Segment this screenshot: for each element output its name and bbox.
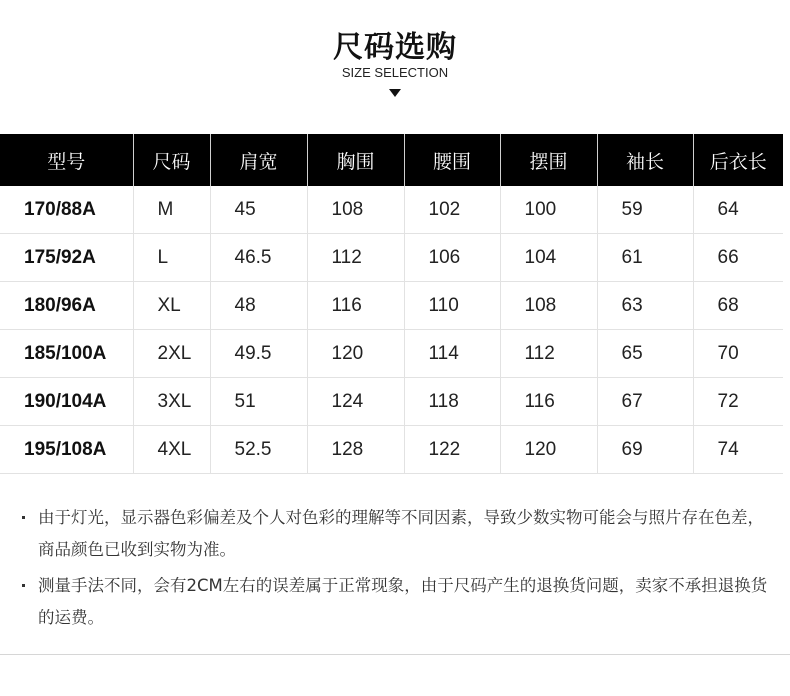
table-cell: 67 [597, 378, 693, 426]
table-cell: 100 [500, 186, 597, 234]
table-row [0, 378, 783, 426]
table-cell: 114 [404, 330, 500, 378]
table-cell: 61 [597, 234, 693, 282]
table-cell: 66 [693, 234, 783, 282]
table-row [0, 330, 783, 378]
table-cell: 170/88A [0, 186, 133, 234]
note-item [16, 570, 776, 634]
table-row [0, 282, 783, 330]
table-cell: 48 [210, 282, 307, 330]
table-cell: L [133, 234, 210, 282]
table-cell: 124 [307, 378, 404, 426]
table-cell: 110 [404, 282, 500, 330]
table-cell: 108 [500, 282, 597, 330]
table-cell: 2XL [133, 330, 210, 378]
header-waist: 腰围 [404, 134, 500, 186]
divider [0, 654, 790, 655]
table-cell: 185/100A [0, 330, 133, 378]
table-cell: 112 [307, 234, 404, 282]
header-sleeve: 袖长 [597, 134, 693, 186]
table-cell: 128 [307, 426, 404, 474]
table-cell: 4XL [133, 426, 210, 474]
table-cell: 180/96A [0, 282, 133, 330]
note-text: 由于灯光，显示器色彩偏差及个人对色彩的理解等不同因素，导致少数实物可能会与照片存在色差，商品颜色已收到实物为准。 [38, 508, 764, 559]
notes-section [16, 502, 776, 638]
table-cell: M [133, 186, 210, 234]
table-cell: 3XL [133, 378, 210, 426]
header-chest: 胸围 [307, 134, 404, 186]
table-cell: 69 [597, 426, 693, 474]
size-table [0, 134, 783, 474]
table-cell: 64 [693, 186, 783, 234]
table-cell: 45 [210, 186, 307, 234]
bullet-icon [22, 584, 25, 587]
table-cell: 74 [693, 426, 783, 474]
table-cell: 120 [500, 426, 597, 474]
table-cell: 116 [500, 378, 597, 426]
header-shoulder: 肩宽 [210, 134, 307, 186]
table-cell: 120 [307, 330, 404, 378]
table-cell: 46.5 [210, 234, 307, 282]
table-cell: 108 [307, 186, 404, 234]
table-cell: 106 [404, 234, 500, 282]
table-cell: 122 [404, 426, 500, 474]
table-row [0, 234, 783, 282]
table-cell: 52.5 [210, 426, 307, 474]
table-cell: 68 [693, 282, 783, 330]
table-cell: 59 [597, 186, 693, 234]
table-header-row [0, 134, 783, 186]
page-subtitle: SIZE SELECTION [341, 65, 449, 80]
table-cell: 190/104A [0, 378, 133, 426]
caret-down-icon [389, 89, 401, 97]
table-cell: XL [133, 282, 210, 330]
table-cell: 104 [500, 234, 597, 282]
header-size: 尺码 [133, 134, 210, 186]
table-cell: 112 [500, 330, 597, 378]
table-cell: 70 [693, 330, 783, 378]
page-title: 尺码选购 [333, 30, 457, 65]
note-item [16, 502, 776, 566]
table-cell: 118 [404, 378, 500, 426]
table-cell: 63 [597, 282, 693, 330]
table-cell: 72 [693, 378, 783, 426]
table-cell: 49.5 [210, 330, 307, 378]
table-cell: 51 [210, 378, 307, 426]
header-back-length: 后衣长 [693, 134, 783, 186]
header-hem: 摆围 [500, 134, 597, 186]
table-cell: 195/108A [0, 426, 133, 474]
note-text: 测量手法不同，会有2CM左右的误差属于正常现象，由于尺码产生的退换货问题，卖家不承担退换货的运费。 [38, 576, 768, 627]
table-row [0, 426, 783, 474]
table-cell: 116 [307, 282, 404, 330]
table-cell: 102 [404, 186, 500, 234]
table-cell: 65 [597, 330, 693, 378]
bullet-icon [22, 516, 25, 519]
table-row [0, 186, 783, 234]
table-cell: 175/92A [0, 234, 133, 282]
header-model: 型号 [0, 134, 133, 186]
